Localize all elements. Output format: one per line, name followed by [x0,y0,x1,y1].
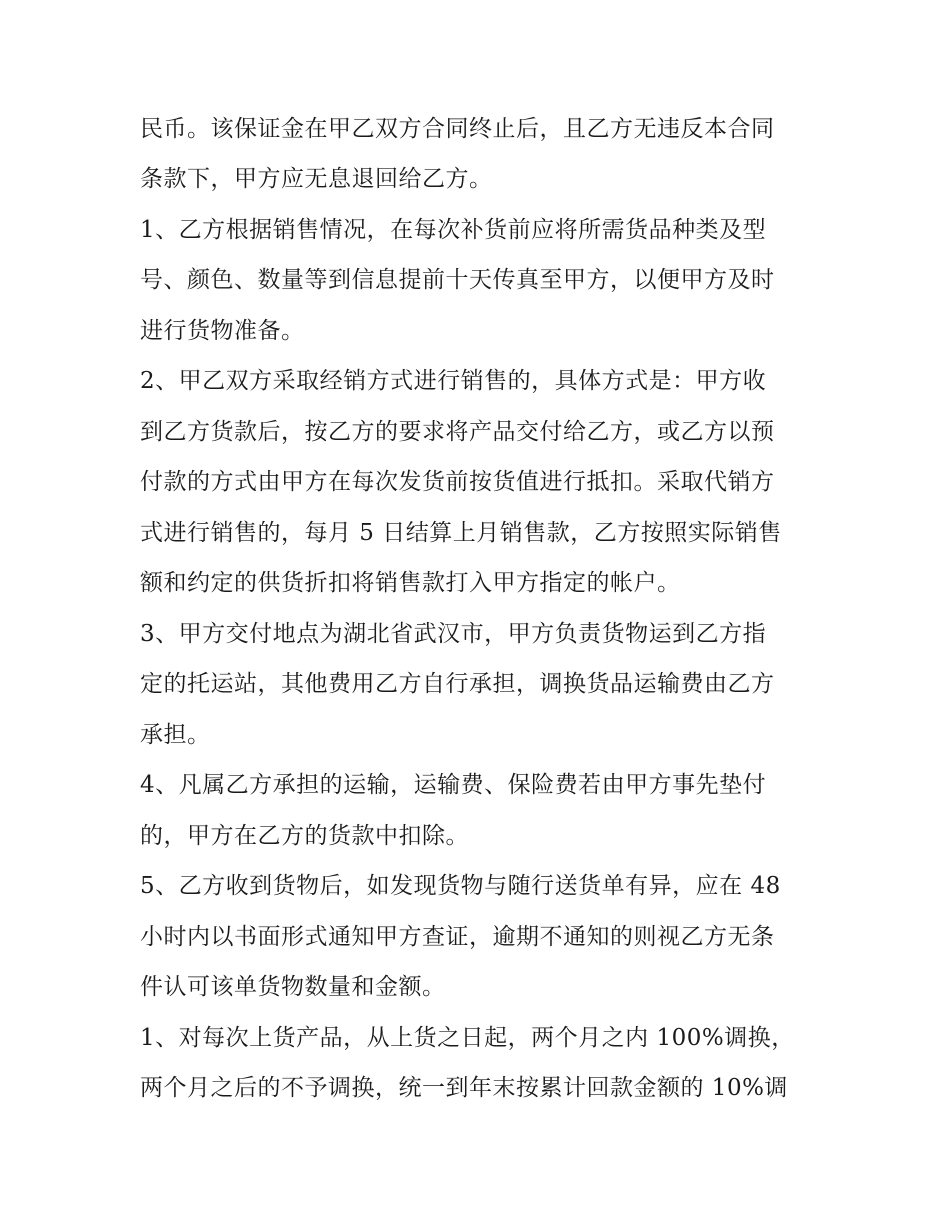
text-line: 付款的方式由甲方在每次发货前按货值进行抵扣。采取代销方 [140,469,775,495]
text-line: 的，甲方在乙方的货款中扣除。 [140,823,469,849]
text-line: 定的托运站，其他费用乙方自行承担，调换货品运输费由乙方 [140,671,775,697]
text-line: 3、甲方交付地点为湖北省武汉市，甲方负责货物运到乙方指 [140,621,767,647]
text-line: 式进行销售的，每月 5 日结算上月销售款，乙方按照实际销售 [140,520,782,546]
text-line: 条款下，甲方应无息退回给乙方。 [140,166,493,192]
text-line: 2、甲乙双方采取经销方式进行销售的，具体方式是：甲方收 [140,368,767,394]
text-line: 1、乙方根据销售情况，在每次补货前应将所需货品种类及型 [140,217,767,243]
text-line: 额和约定的供货折扣将销售款打入甲方指定的帐户。 [140,570,681,596]
text-line: 到乙方货款后，按乙方的要求将产品交付给乙方，或乙方以预 [140,419,775,445]
text-line: 1、对每次上货产品，从上货之日起，两个月之内 100%调换， [140,1025,795,1051]
text-line: 进行货物准备。 [140,318,305,344]
text-line: 件认可该单货物数量和金额。 [140,974,446,1000]
text-line: 5、乙方收到货物后，如发现货物与随行送货单有异，应在 48 [140,873,781,899]
text-line: 两个月之后的不予调换，统一到年末按累计回款金额的 10%调 [140,1075,788,1101]
text-line: 承担。 [140,722,211,748]
text-line: 小时内以书面形式通知甲方查证，逾期不通知的则视乙方无条 [140,924,775,950]
text-line: 号、颜色、数量等到信息提前十天传真至甲方，以便甲方及时 [140,267,775,293]
text-line: 4、凡属乙方承担的运输，运输费、保险费若由甲方事先垫付 [140,772,767,798]
text-line: 民币。该保证金在甲乙双方合同终止后，且乙方无违反本合同 [140,116,775,142]
